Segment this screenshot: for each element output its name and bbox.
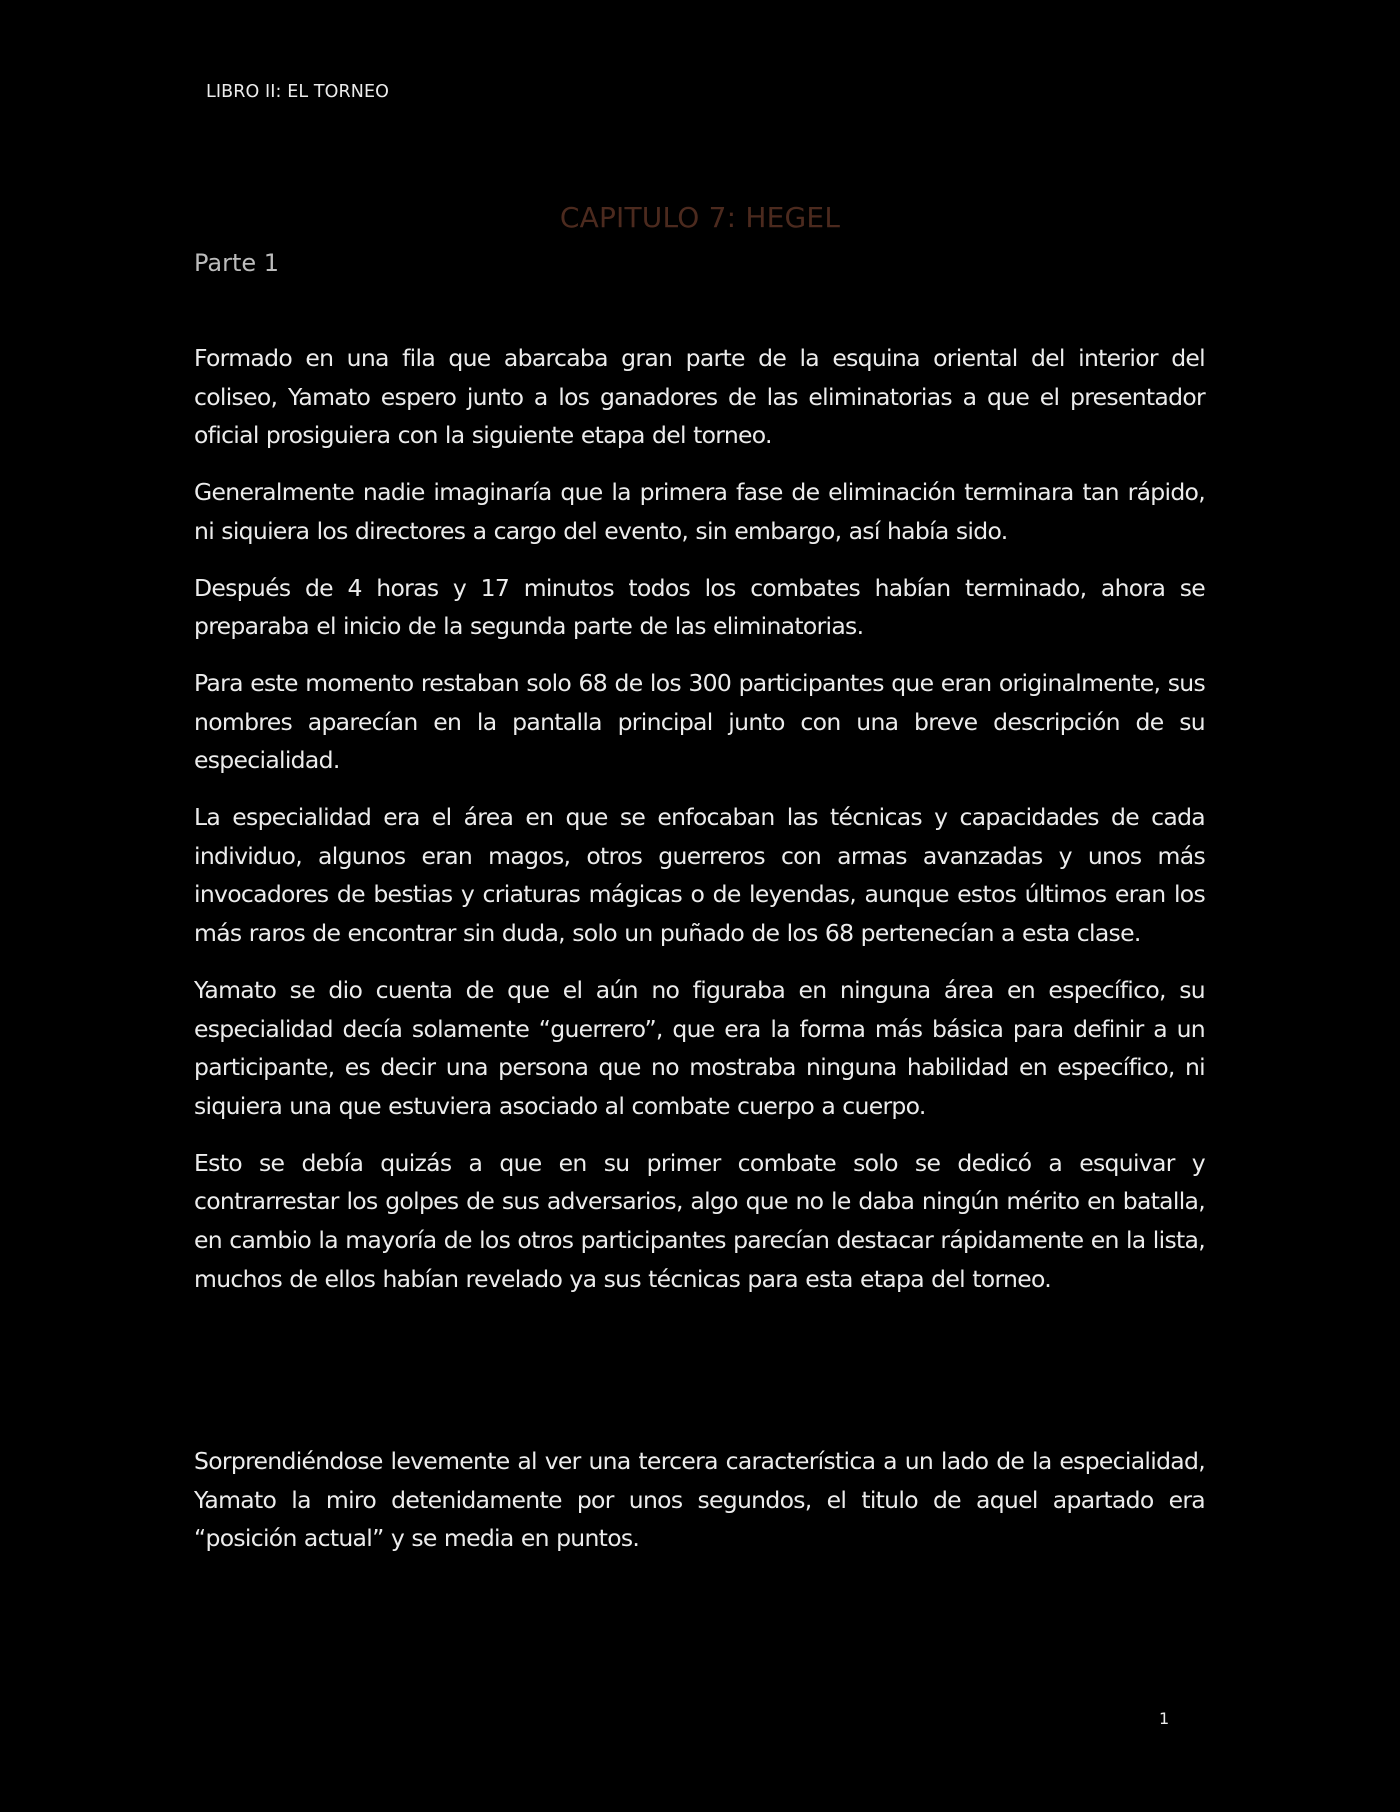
chapter-body xyxy=(194,339,1205,1316)
paragraph: Generalmente nadie imaginaría que la primera fase de eliminación terminara tan rápido, ni siquiera los directores a cargo del evento, sin embargo, así había sido. xyxy=(194,478,1205,545)
paragraph: Esto se debía quizás a que en su primer combate solo se dedicó a esquivar y contrarrestar los golpes de sus adversarios, algo que no le daba ningún mérito en batalla, en cambio la mayoría de los otros participantes parecían destacar rápidamente en la lista, muchos de ellos habían revelado ya sus técnicas para esta etapa del torneo. xyxy=(194,1148,1205,1293)
page-number: 1 xyxy=(1159,1709,1170,1728)
chapter-title: CAPITULO 7: HEGEL xyxy=(559,201,841,234)
closing-section xyxy=(194,1442,1205,1558)
paragraph: Yamato se dio cuenta de que el aún no figuraba en ninguna área en específico, su especialidad decía solamente “guerrero”, que era la forma más básica para definir a un participante, es decir una persona que no mostraba ninguna habilidad en específico, ni siquiera una que estuviera asociado al combate cuerpo a cuerpo. xyxy=(194,975,1205,1120)
paragraph: Formado en una fila que abarcaba gran parte de la esquina oriental del interior del coliseo, Yamato espero junto a los ganadores de las eliminatorias a que el presentador oficial prosiguiera con la siguiente etapa del torneo. xyxy=(194,344,1205,450)
part-label: Parte 1 xyxy=(194,249,280,277)
paragraph: Para este momento restaban solo 68 de los 300 participantes que eran originalmente, sus nombres aparecían en la pantalla principal junto con una breve descripción de su especialidad. xyxy=(194,668,1205,775)
paragraph: Después de 4 horas y 17 minutos todos los combates habían terminado, ahora se preparaba el inicio de la segunda parte de las eliminatorias. xyxy=(194,573,1205,641)
paragraph: La especialidad era el área en que se enfocaban las técnicas y capacidades de cada individuo, algunos eran magos, otros guerreros con armas avanzadas y unos más invocadores de bestias y criaturas mágicas o de leyendas, aunque estos últimos eran los más raros de encontrar sin duda, solo un puñado de los 68 pertenecían a esta clase. xyxy=(194,803,1205,948)
running-header: LIBRO II: EL TORNEO xyxy=(206,82,390,102)
closing-paragraph: Sorprendiéndose levemente al ver una tercera característica a un lado de la especialidad, Yamato la miro detenidamente por unos segundos, el titulo de aquel apartado era “posición actual” y se media en puntos. xyxy=(194,1447,1205,1553)
